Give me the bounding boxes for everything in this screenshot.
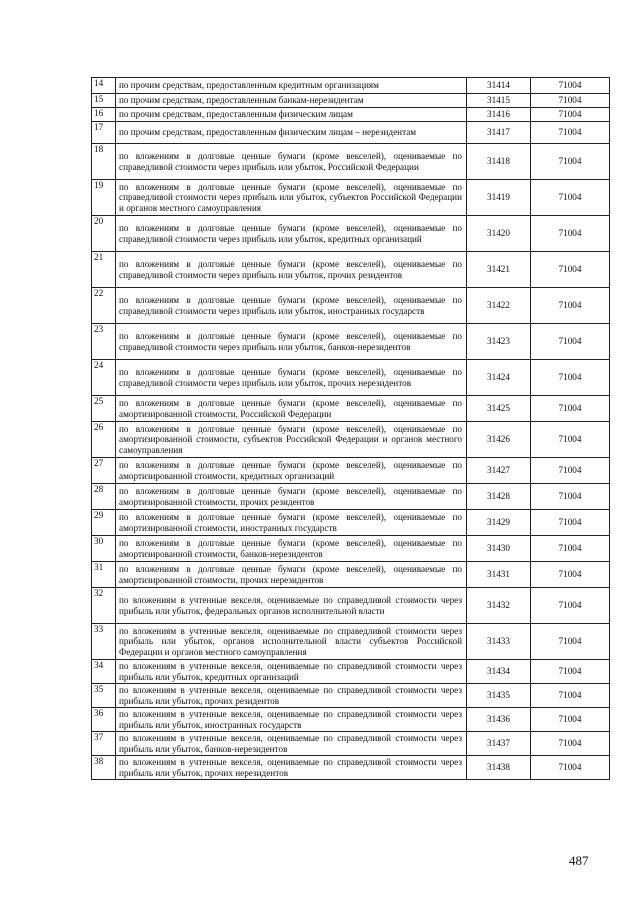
table-row	[92, 396, 610, 422]
row-symbol-code: 71004	[531, 324, 610, 360]
row-description: по вложениям в учтенные векселя, оцениваемые по справедливой стоимости через прибыль или убыток, иностранных государств	[116, 708, 467, 732]
table-row	[92, 324, 610, 360]
row-account-code: 31432	[467, 588, 531, 624]
row-symbol-code: 71004	[531, 624, 610, 660]
table-row	[92, 732, 610, 756]
row-description: по прочим средствам, предоставленным физическим лицам – нерезидентам	[116, 122, 467, 144]
row-symbol-code: 71004	[531, 252, 610, 288]
table-row	[92, 708, 610, 732]
table-row	[92, 122, 610, 144]
row-number: 15	[92, 94, 116, 108]
row-account-code: 31417	[467, 122, 531, 144]
row-number: 31	[92, 562, 116, 588]
row-description: по вложениям в долговые ценные бумаги (кроме векселей), оцениваемые по амортизированной стоимости, прочих резидентов	[116, 484, 467, 510]
row-number: 16	[92, 108, 116, 122]
row-symbol-code: 71004	[531, 144, 610, 180]
row-number: 17	[92, 122, 116, 144]
row-description: по вложениям в долговые ценные бумаги (кроме векселей), оцениваемые по справедливой стоимости через прибыль или убыток, прочих резидентов	[116, 252, 467, 288]
row-account-code: 31420	[467, 216, 531, 252]
row-description: по вложениям в долговые ценные бумаги (кроме векселей), оцениваемые по справедливой стоимости через прибыль или убыток, Российской Федерации	[116, 144, 467, 180]
row-symbol-code: 71004	[531, 216, 610, 252]
row-symbol-code: 71004	[531, 180, 610, 216]
row-number: 34	[92, 660, 116, 684]
row-symbol-code: 71004	[531, 684, 610, 708]
row-symbol-code: 71004	[531, 108, 610, 122]
row-account-code: 31431	[467, 562, 531, 588]
row-symbol-code: 71004	[531, 122, 610, 144]
row-number: 25	[92, 396, 116, 422]
table-row	[92, 252, 610, 288]
row-number: 35	[92, 684, 116, 708]
row-number: 30	[92, 536, 116, 562]
row-account-code: 31421	[467, 252, 531, 288]
table-row	[92, 78, 610, 94]
row-account-code: 31415	[467, 94, 531, 108]
row-description: по вложениям в учтенные векселя, оцениваемые по справедливой стоимости через прибыль или убыток, органов исполнительной власти субъектов Российской Федерации и органов местного самоуправления	[116, 624, 467, 660]
row-account-code: 31433	[467, 624, 531, 660]
row-number: 28	[92, 484, 116, 510]
row-symbol-code: 71004	[531, 756, 610, 780]
table-row	[92, 536, 610, 562]
table-row	[92, 660, 610, 684]
table-row	[92, 288, 610, 324]
row-symbol-code: 71004	[531, 360, 610, 396]
row-description: по вложениям в долговые ценные бумаги (кроме векселей), оцениваемые по амортизированной стоимости, банков-нерезидентов	[116, 536, 467, 562]
row-description: по вложениям в долговые ценные бумаги (кроме векселей), оцениваемые по амортизированной стоимости, Российской Федерации	[116, 396, 467, 422]
row-number: 32	[92, 588, 116, 624]
row-number: 37	[92, 732, 116, 756]
table-row	[92, 510, 610, 536]
row-account-code: 31434	[467, 660, 531, 684]
row-number: 21	[92, 252, 116, 288]
row-account-code: 31422	[467, 288, 531, 324]
row-symbol-code: 71004	[531, 458, 610, 484]
row-account-code: 31424	[467, 360, 531, 396]
row-description: по вложениям в долговые ценные бумаги (кроме векселей), оцениваемые по справедливой стоимости через прибыль или убыток, банков-нерезидентов	[116, 324, 467, 360]
row-account-code: 31435	[467, 684, 531, 708]
row-account-code: 31427	[467, 458, 531, 484]
row-account-code: 31423	[467, 324, 531, 360]
row-description: по вложениям в долговые ценные бумаги (кроме векселей), оцениваемые по справедливой стоимости через прибыль или убыток, прочих нерезидентов	[116, 360, 467, 396]
row-description: по вложениям в долговые ценные бумаги (кроме векселей), оцениваемые по справедливой стоимости через прибыль или убыток, кредитных организаций	[116, 216, 467, 252]
row-number: 23	[92, 324, 116, 360]
row-number: 27	[92, 458, 116, 484]
table-row	[92, 216, 610, 252]
row-account-code: 31418	[467, 144, 531, 180]
table-row	[92, 624, 610, 660]
row-description: по вложениям в долговые ценные бумаги (кроме векселей), оцениваемые по справедливой стоимости через прибыль или убыток, иностранных государств	[116, 288, 467, 324]
table-row	[92, 684, 610, 708]
row-account-code: 31428	[467, 484, 531, 510]
row-symbol-code: 71004	[531, 660, 610, 684]
row-description: по вложениям в учтенные векселя, оцениваемые по справедливой стоимости через прибыль или убыток, федеральных органов исполнительной власти	[116, 588, 467, 624]
row-account-code: 31436	[467, 708, 531, 732]
row-account-code: 31430	[467, 536, 531, 562]
row-description: по прочим средствам, предоставленным физическим лицам	[116, 108, 467, 122]
table-row	[92, 756, 610, 780]
row-symbol-code: 71004	[531, 422, 610, 458]
row-number: 36	[92, 708, 116, 732]
table-body	[92, 78, 610, 780]
row-account-code: 31425	[467, 396, 531, 422]
row-symbol-code: 71004	[531, 288, 610, 324]
row-description: по вложениям в учтенные векселя, оцениваемые по справедливой стоимости через прибыль или убыток, прочих резидентов	[116, 684, 467, 708]
row-account-code: 31438	[467, 756, 531, 780]
row-description: по вложениям в долговые ценные бумаги (кроме векселей), оцениваемые по амортизированной стоимости, кредитных организаций	[116, 458, 467, 484]
row-number: 26	[92, 422, 116, 458]
row-number: 14	[92, 78, 116, 94]
table-row	[92, 458, 610, 484]
row-description: по вложениям в долговые ценные бумаги (кроме векселей), оцениваемые по амортизированной стоимости, иностранных государств	[116, 510, 467, 536]
row-number: 19	[92, 180, 116, 216]
row-number: 22	[92, 288, 116, 324]
row-symbol-code: 71004	[531, 588, 610, 624]
row-account-code: 31416	[467, 108, 531, 122]
row-symbol-code: 71004	[531, 94, 610, 108]
row-number: 18	[92, 144, 116, 180]
row-number: 29	[92, 510, 116, 536]
table-row	[92, 360, 610, 396]
row-symbol-code: 71004	[531, 536, 610, 562]
row-account-code: 31426	[467, 422, 531, 458]
row-description: по вложениям в долговые ценные бумаги (кроме векселей), оцениваемые по справедливой стоимости через прибыль или убыток, субъектов Российской Федерации и органов местного самоуправления	[116, 180, 467, 216]
table-row	[92, 180, 610, 216]
table-row	[92, 94, 610, 108]
row-symbol-code: 71004	[531, 708, 610, 732]
table-row	[92, 588, 610, 624]
row-number: 24	[92, 360, 116, 396]
row-number: 33	[92, 624, 116, 660]
row-description: по вложениям в учтенные векселя, оцениваемые по справедливой стоимости через прибыль или убыток, банков-нерезидентов	[116, 732, 467, 756]
row-description: по прочим средствам, предоставленным банкам-нерезидентам	[116, 94, 467, 108]
row-account-code: 31419	[467, 180, 531, 216]
table-row	[92, 108, 610, 122]
table-row	[92, 484, 610, 510]
row-account-code: 31429	[467, 510, 531, 536]
row-symbol-code: 71004	[531, 732, 610, 756]
row-symbol-code: 71004	[531, 396, 610, 422]
table-row	[92, 144, 610, 180]
table-row	[92, 422, 610, 458]
row-number: 38	[92, 756, 116, 780]
row-account-code: 31437	[467, 732, 531, 756]
row-description: по вложениям в долговые ценные бумаги (кроме векселей), оцениваемые по амортизированной стоимости, прочих нерезидентов	[116, 562, 467, 588]
accounts-table	[91, 77, 610, 780]
row-description: по вложениям в учтенные векселя, оцениваемые по справедливой стоимости через прибыль или убыток, прочих нерезидентов	[116, 756, 467, 780]
row-symbol-code: 71004	[531, 484, 610, 510]
row-symbol-code: 71004	[531, 510, 610, 536]
row-description: по прочим средствам, предоставленным кредитным организациям	[116, 78, 467, 94]
table-row	[92, 562, 610, 588]
row-description: по вложениям в учтенные векселя, оцениваемые по справедливой стоимости через прибыль или убыток, кредитных организаций	[116, 660, 467, 684]
row-symbol-code: 71004	[531, 78, 610, 94]
page-number: 487	[569, 853, 589, 868]
row-symbol-code: 71004	[531, 562, 610, 588]
row-description: по вложениям в долговые ценные бумаги (кроме векселей), оцениваемые по амортизированной стоимости, субъектов Российской Федерации и органов местного самоуправления	[116, 422, 467, 458]
row-number: 20	[92, 216, 116, 252]
row-account-code: 31414	[467, 78, 531, 94]
